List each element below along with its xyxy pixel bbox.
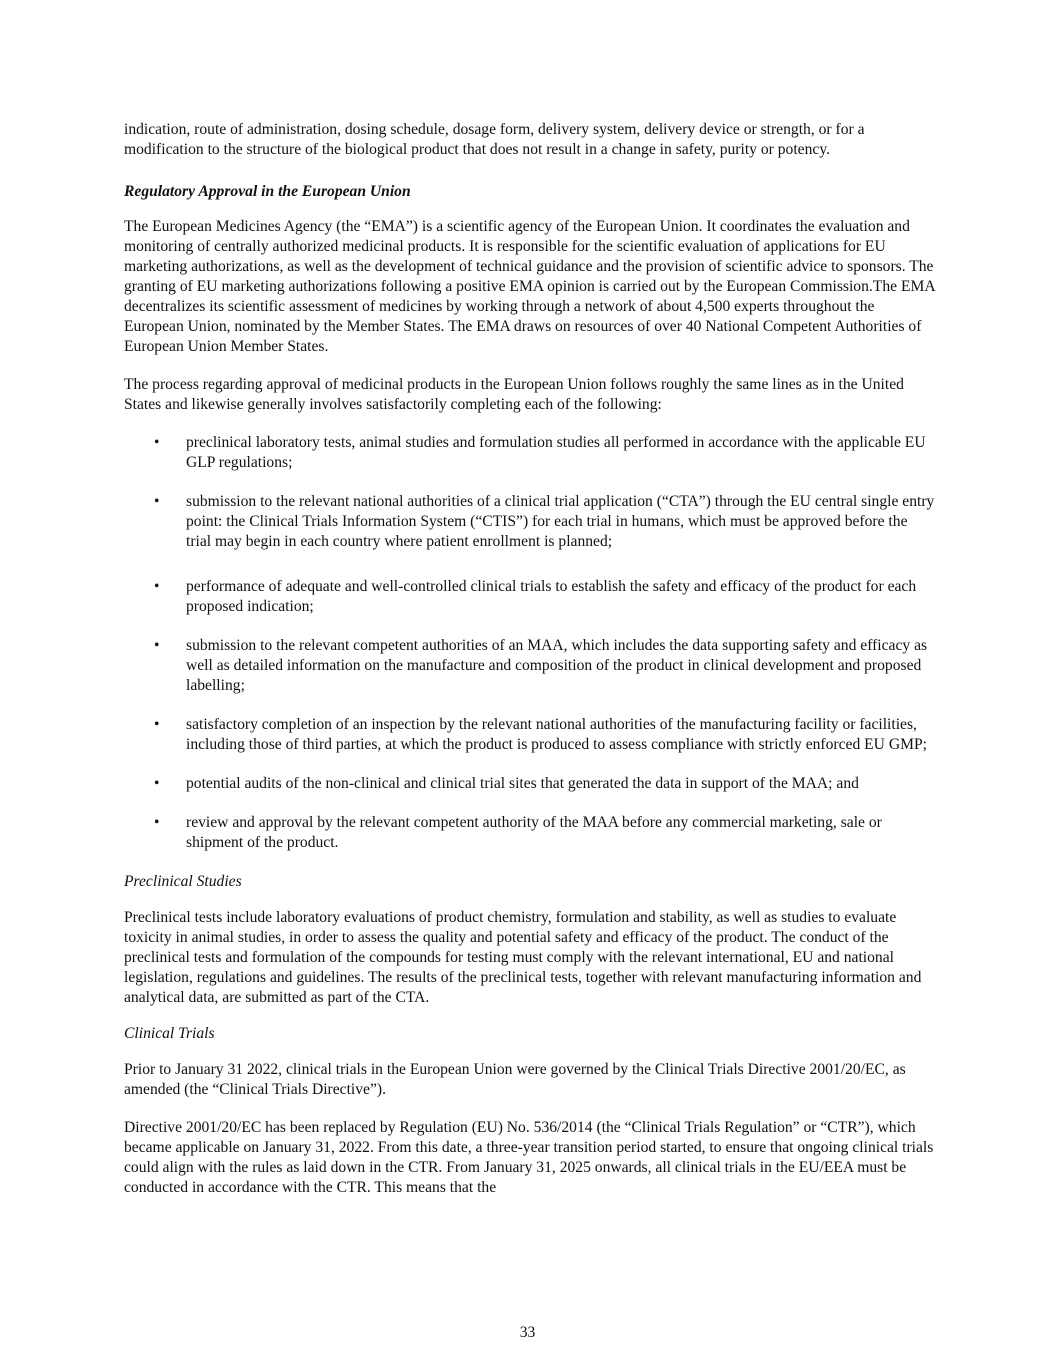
clinical-paragraph-2: Directive 2001/20/EC has been replaced by Regulation (EU) No. 536/2014 (the “Clinical Trials Regulation” or “CTR”), which became applicable on January 31, 2022. From this date, a three-year transition period started, to ensure that ongoing clinical trials could align with the rules as laid down in the CTR. From January 31, 2025 onwards, all clinical trials in the EU/EEA must be conducted in accordance with the CTR. This means that the (124, 1119, 934, 1196)
document-page (124, 120, 936, 1216)
bullet-icon: • (154, 814, 160, 831)
list-item-text: preclinical laboratory tests, animal studies and formulation studies all performed in accordance with the applicable EU GLP regulations; (186, 434, 926, 471)
clinical-paragraph-1: Prior to January 31 2022, clinical trials in the European Union were governed by the Clinical Trials Directive 2001/20/EC, as amended (the “Clinical Trials Directive”). (124, 1061, 906, 1098)
section-heading-eu-approval: Regulatory Approval in the European Union (124, 183, 411, 200)
preclinical-paragraph: Preclinical tests include laboratory evaluations of product chemistry, formulation and stability, as well as studies to evaluate toxicity in animal studies, in order to assess the quality and potential safety and efficacy of the product. The conduct of the preclinical tests and formulation of the compounds for testing must comply with the relevant international, EU and national legislation, regulations and guidelines. The results of the preclinical tests, together with relevant manufacturing information and analytical data, are submitted as part of the CTA. (124, 909, 922, 1006)
list-item-text: review and approval by the relevant competent authority of the MAA before any commercial marketing, sale or shipment of the product. (186, 814, 882, 851)
ema-paragraph: The European Medicines Agency (the “EMA”) is a scientific agency of the European Union. It coordinates the evaluation and monitoring of centrally authorized medicinal products. It is responsible for the scientific evaluation of applications for EU marketing authorizations, as well as the development of technical guidance and the provision of scientific advice to sponsors. The granting of EU marketing authorizations following a positive EMA opinion is carried out by the European Commission.The EMA decentralizes its scientific assessment of medicines by working through a network of about 4,500 experts throughout the European Union, nominated by the Member States. The EMA draws on resources of over 40 National Competent Authorities of European Union Member States. (124, 218, 935, 355)
list-item-text: submission to the relevant competent authorities of an MAA, which includes the data supporting safety and efficacy as well as detailed information on the manufacture and composition of the product in clinical development and proposed labelling; (186, 637, 928, 694)
bullet-icon: • (154, 434, 160, 451)
list-item-text: satisfactory completion of an inspection by the relevant national authorities of the manufacturing facility or facilities, including those of third parties, at which the product is produced to assess compliance with strictly enforced EU GMP; (186, 716, 927, 753)
bullet-icon: • (154, 775, 160, 792)
list-item-text: submission to the relevant national authorities of a clinical trial application (“CTA”) through the EU central single entry point: the Clinical Trials Information System (“CTIS”) for each trial in humans, which must be approved before the trial may begin in each country where patient enrollment is planned; (186, 493, 935, 550)
bullet-icon: • (154, 578, 160, 595)
intro-paragraph: indication, route of administration, dosing schedule, dosage form, delivery system, delivery device or strength, or for a modification to the structure of the biological product that does not result in a change in safety, purity or potency. (124, 121, 865, 158)
page-number: 33 (519, 1324, 536, 1341)
list-item (124, 715, 936, 755)
list-item (124, 774, 936, 794)
bullet-icon: • (154, 493, 160, 510)
list-item (124, 636, 936, 696)
process-paragraph: The process regarding approval of medicinal products in the European Union follows roughly the same lines as in the United States and likewise generally involves satisfactorily completing each of the following: (124, 376, 904, 413)
list-item (124, 433, 936, 473)
list-item (124, 492, 936, 552)
bullet-icon: • (154, 637, 160, 654)
section-heading-preclinical: Preclinical Studies (124, 873, 242, 890)
requirements-list (124, 433, 936, 853)
list-item (124, 813, 936, 853)
list-item (124, 577, 936, 617)
bullet-icon: • (154, 716, 160, 733)
section-heading-clinical: Clinical Trials (124, 1025, 215, 1042)
list-item-text: performance of adequate and well-controlled clinical trials to establish the safety and efficacy of the product for each proposed indication; (186, 578, 917, 615)
list-item-text: potential audits of the non-clinical and clinical trial sites that generated the data in support of the MAA; and (186, 775, 859, 792)
